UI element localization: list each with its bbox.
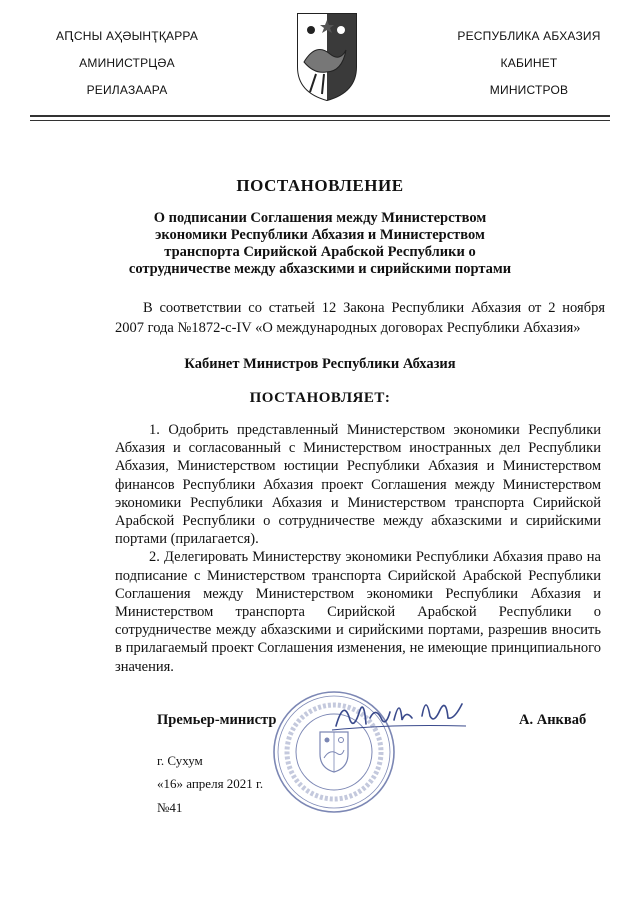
resolution-items	[115, 421, 601, 676]
issuing-body: Кабинет Министров Республики Абхазия	[184, 356, 456, 372]
letterhead-divider-thin	[30, 120, 610, 121]
document-number: №41	[157, 800, 183, 815]
document-subject: О подписании Соглашения между Министерством экономики Республики Абхазия и Министерством транспорта Сирийской Арабской Республики о сотрудничестве между абхазскими и сирийскими портами	[128, 210, 512, 277]
letterhead-right-line: РЕСПУБЛИКА АБХАЗИЯ	[457, 29, 601, 43]
document-place: г. Сухум	[157, 753, 203, 768]
letterhead-right-line: МИНИСТРОВ	[489, 83, 569, 97]
letterhead-left-line: РЕИЛАЗААРА	[86, 83, 168, 97]
signatory-name: А. Анкваб	[519, 712, 587, 728]
document-preamble: В соответствии со статьей 12 Закона Республики Абхазия от 2 ноября 2007 года №1872-с-IV «О международных договорах Республики Абхазия»	[115, 300, 605, 336]
signatory-position: Премьер-министр	[157, 712, 277, 728]
letterhead-left-line: АԤСНЫ АҲӘЫНҬҚАРРА	[55, 29, 199, 43]
letterhead-left-line: АМИНИСТРЦӘА	[79, 56, 175, 70]
letterhead-right-russian	[444, 28, 614, 109]
resolution-item: 1. Одобрить представленный Министерством экономики Республики Абхазия и согласованный с Министерством иностранных дел Республики Абхазия, Министерством юстиции Республики Абхазия и Министерством финансов Республики Абхазия проект Соглашения между Министерством экономики Республики Абхазия и Министерством транспорта Сирийской Арабской Республики о сотрудничестве между абхазскими и сирийскими портами (прилагается).	[115, 422, 601, 548]
letterhead-right-line: КАБИНЕТ	[500, 56, 558, 70]
letterhead-left-abkhaz	[42, 28, 212, 109]
document-date: «16» апреля 2021 г.	[157, 776, 264, 791]
letterhead	[0, 0, 640, 125]
resolves-heading: ПОСТАНОВЛЯЕТ:	[249, 390, 391, 406]
letterhead-divider-thick	[30, 115, 610, 117]
resolution-item: 2. Делегировать Министерству экономики Республики Абхазия право на подписание с Министерством транспорта Сирийской Арабской Республики Соглашения между Министерством экономики Республики Абхазия и Министерством транспорта Сирийской Арабской Республики о сотрудничестве между абхазскими и сирийскими портами, разрешив вносить в прилагаемый проект Соглашения изменения, не имеющие принципиального значения.	[115, 549, 601, 675]
handwritten-signature-icon	[330, 690, 470, 740]
document-title: ПОСТАНОВЛЕНИЕ	[236, 176, 404, 195]
abkhazia-coat-of-arms-icon	[296, 12, 358, 102]
